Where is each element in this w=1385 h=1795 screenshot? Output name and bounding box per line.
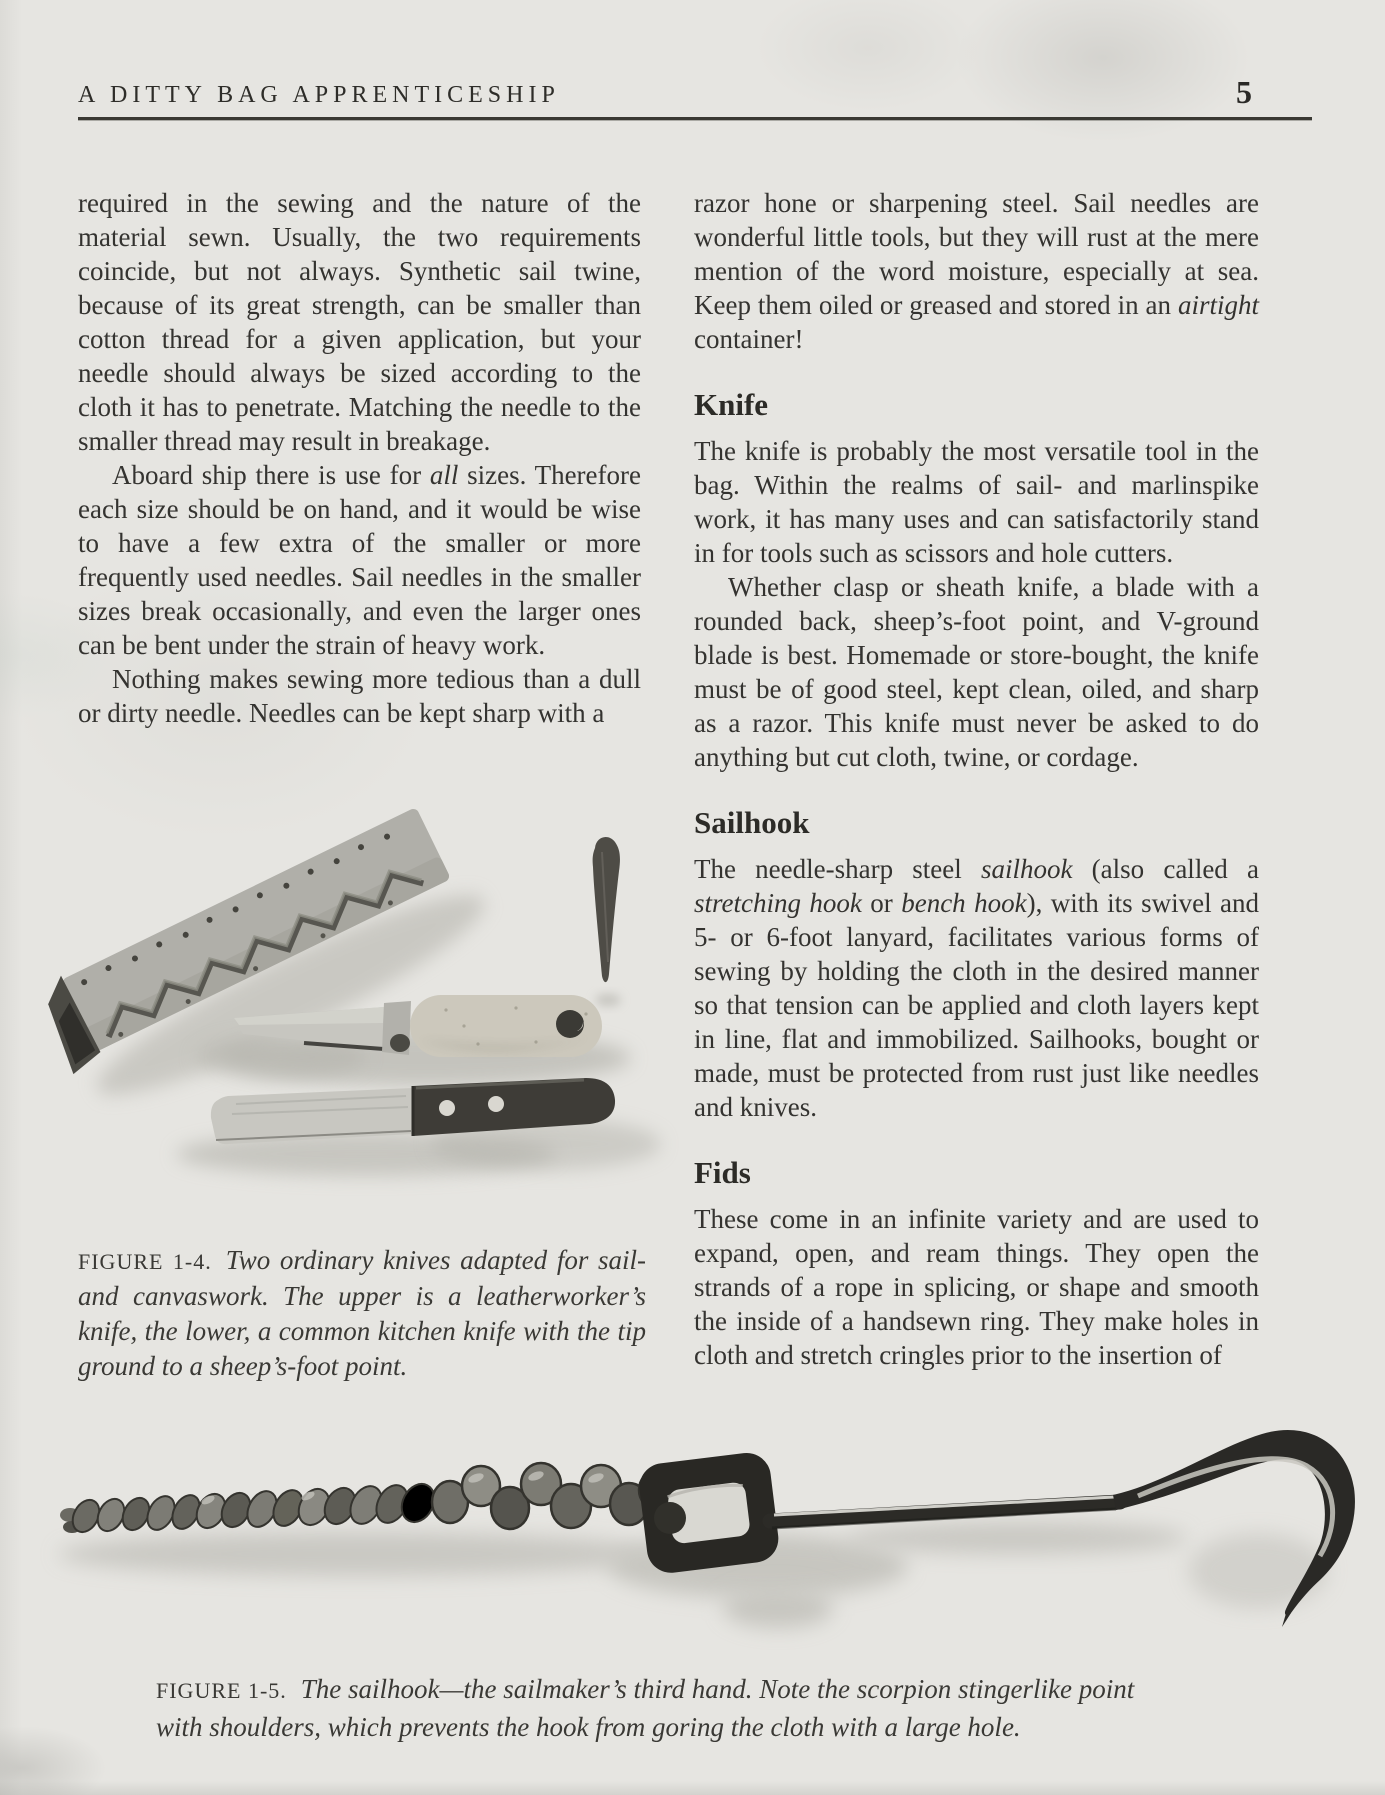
figure-1-5-label: FIGURE 1-5. xyxy=(156,1678,287,1703)
body-paragraph: required in the sewing and the nature of the material sewn. Usually, the two requirements coincide, but not always. Synthetic sail twine, because of its great strength, can be smaller than cotton thread for a given application, but your needle should always be sized according to the cloth it has to penetrate. Matching the needle to the smaller thread may result in breakage. xyxy=(78,188,641,456)
awl-illustration xyxy=(593,837,621,1006)
right-column xyxy=(694,186,1259,1372)
page-number: 5 xyxy=(1236,74,1252,110)
body-paragraph: razor hone or sharpening steel. Sail needles are wonderful little tools, but they will rust at the mere mention of the word moisture, especially at sea. Keep them oiled or greased and stored in an airtight container! xyxy=(694,188,1259,354)
figure-1-5-caption-text: The sailhook—the sailmaker’s third hand. Note the scorpion stingerlike point with shoulders, which prevents the hook from goring the cloth with a large hole. xyxy=(156,1674,1135,1742)
left-column xyxy=(78,186,641,730)
section-heading-knife: Knife xyxy=(694,387,769,422)
body-paragraph: The needle-sharp steel sailhook (also called a stretching hook or bench hook), with its swivel and 5- or 6-foot lanyard, facilitates various forms of sewing by holding the cloth in the desired manner so that tension can be applied and cloth layers kept in line, flat and immobilized. Sailhooks, bought or made, must be protected from rust just like needles and knives. xyxy=(694,854,1259,1122)
body-paragraph: Nothing makes sewing more tedious than a dull or dirty needle. Needles can be kept sharp with a xyxy=(78,664,641,728)
figure-1-4-caption xyxy=(78,1243,646,1384)
running-header: A DITTY BAG APPRENTICESHIP xyxy=(78,82,560,108)
body-paragraph: The knife is probably the most versatile tool in the bag. Within the realms of sail- and marlinspike work, it has many uses and can satisfactorily stand in for tools such as scissors and hole cutters. xyxy=(694,436,1259,568)
rope-lanyard-illustration xyxy=(60,1463,673,1537)
body-paragraph: Whether clasp or sheath knife, a blade with a rounded back, sheep’s-foot point, and V-ground blade is best. Homemade or store-bought, the knife must be of good steel, kept clean, oiled, and sharp as a razor. This knife must never be asked to do anything but cut cloth, twine, or cordage. xyxy=(694,572,1259,772)
figure-1-4-illustration xyxy=(66,752,644,1192)
figure-1-5-caption xyxy=(156,1671,1146,1745)
header-rule xyxy=(78,117,1312,120)
figure-1-5-illustration xyxy=(58,1396,1343,1641)
swivel-eye-illustration xyxy=(637,1450,781,1575)
figure-1-4-caption-text: Two ordinary knives adapted for sail- and canvaswork. The upper is a leatherworker’s knife, the lower, a common kitchen knife with the tip ground to a sheep’s-foot point. xyxy=(78,1245,646,1381)
section-heading-fids: Fids xyxy=(694,1155,751,1190)
section-heading-sailhook: Sailhook xyxy=(694,805,810,840)
kitchen-knife-illustration xyxy=(176,1078,661,1176)
body-paragraph: Aboard ship there is use for all sizes. Therefore each size should be on hand, and it would be wise to have a few extra of the smaller or more frequently used needles. Sail needles in the smaller sizes break occasionally, and even the larger ones can be bent under the strain of heavy work. xyxy=(78,460,641,660)
figure-1-4-label: FIGURE 1-4. xyxy=(78,1249,212,1274)
body-paragraph: These come in an infinite variety and are used to expand, open, and ream things. They open the strands of a rope in splicing, or shape and smooth the inside of a handsewn ring. They make holes in cloth and stretch cringles prior to the insertion of xyxy=(694,1204,1259,1370)
